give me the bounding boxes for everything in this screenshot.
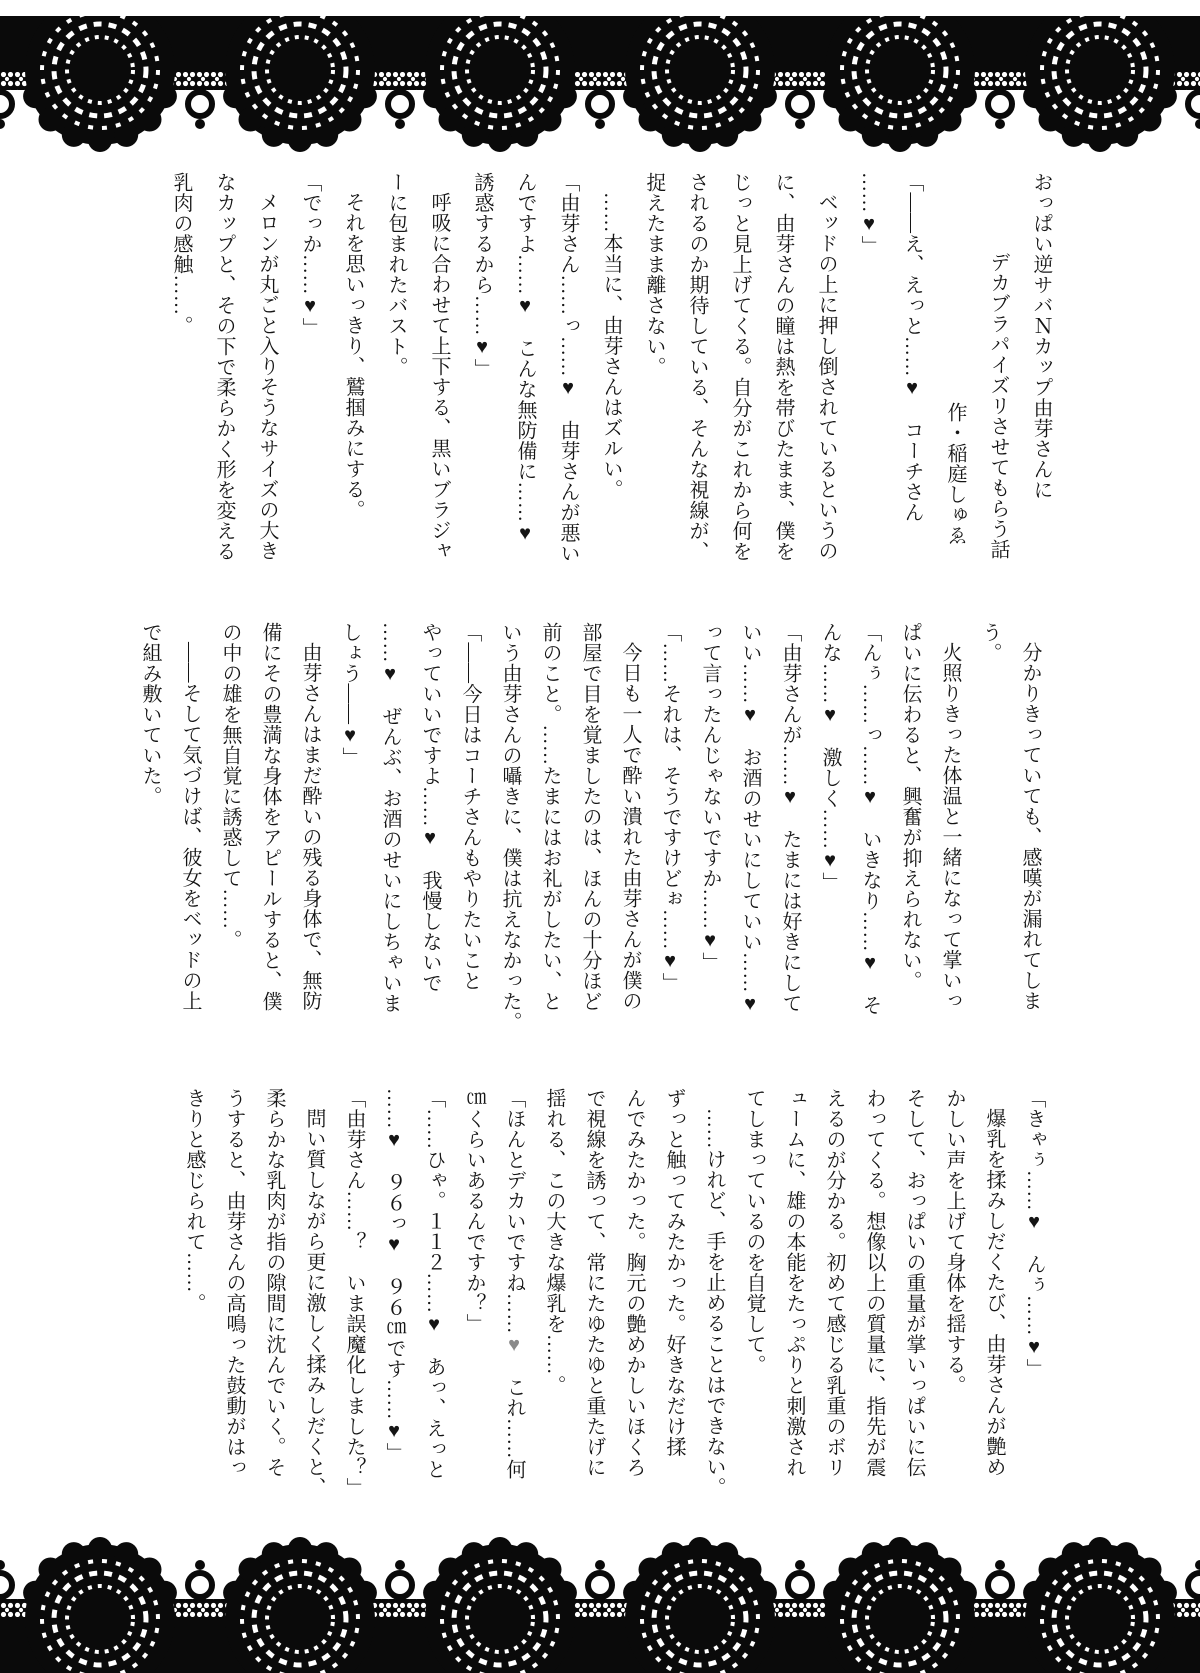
text-column: ベッドの上に押し倒されているというの [815, 192, 837, 561]
text-column: 備にその豊満な身体をアピールすると、僕 [259, 622, 281, 1012]
text-column: 「――え、えっと……♥ コーチさん [901, 172, 923, 523]
text-column: ……♥ ぜんぶ、お酒のせいにしちゃいま [379, 622, 401, 1014]
text-column: じっと見上げてくる。自分がこれから何を [729, 172, 751, 562]
text-column: の中の雄を無自覚に誘惑して……。 [219, 622, 241, 950]
lace-border-bottom [0, 1533, 1200, 1673]
text-column: しょう――♥」 [339, 622, 361, 768]
text-column: やっていいですよ……♥ 我慢しないで [419, 622, 441, 993]
text-column: 「由芽さん……っ……♥ 由芽さんが悪い [557, 172, 579, 564]
text-column: 柔らかな乳肉が指の隙間に沈んでいく。そ [263, 1088, 285, 1478]
text-column: ずっと触ってみたかった。好きなだけ揉 [663, 1088, 685, 1457]
text-column: 「……それは、そうですけどぉ……♥」 [659, 622, 681, 993]
text-block-top [159, 172, 1062, 586]
text-column: 前のこと。……たまにはお礼がしたい、と [539, 622, 561, 1012]
text-column: んな……♥ 激しく……♥」 [819, 622, 841, 893]
text-column: ぱいに伝わると、興奮が抑えられない。 [899, 622, 921, 991]
text-column: 誘惑するから……♥」 [471, 172, 493, 379]
text-column: 「……ひゃ。１１２……♥ あっ、えっと [423, 1088, 445, 1480]
text-column: てしまっているのを自覚して。 [743, 1088, 765, 1375]
title-line-1: おっぱい逆サバＮカップ由芽さんに [1030, 172, 1052, 500]
text-column: わってくる。想像以上の質量に、指先が震 [863, 1088, 885, 1478]
text-column: ……♥ ９６っ♥ ９６㎝です……♥」 [383, 1088, 405, 1463]
text-column: 分かりきっていても、感嘆が漏れてしま [1019, 642, 1041, 1011]
text-column: ……本当に、由芽さんはズルい。 [600, 192, 622, 500]
text-column: きりと感じられて……。 [183, 1088, 205, 1314]
text-column: なカップと、その下で柔らかく形を変える [213, 172, 235, 562]
text-column: かしい声を上げて身体を揺する。 [943, 1088, 965, 1396]
text-column: 問い質しながら更に激しく揉みしだくと、 [303, 1108, 325, 1498]
text-column: 爆乳を揉みしだくたび、由芽さんが艶め [983, 1108, 1005, 1477]
text-column: 由芽さんはまだ酔いの残る身体で、無防 [299, 642, 321, 1011]
text-column: んですよ……♥ こんな無防備に……♥ [514, 172, 536, 545]
text-column: 乳肉の感触……。 [170, 172, 192, 336]
text-column: それを思いっきり、鷲掴みにする。 [342, 192, 364, 520]
text-column: ……けれど、手を止めることはできない。 [703, 1108, 725, 1498]
text-column: いい……♥ お酒のせいにしていい……♥ [739, 622, 761, 1016]
text-column: いう由芽さんの囁きに、僕は抗えなかった。 [499, 622, 521, 1032]
text-column: ュームに、雄の本能をたっぷりと刺激され [783, 1088, 805, 1478]
text-column: んでみたかった。胸元の艶めかしいほくろ [623, 1088, 645, 1478]
text-column: 揺れる、この大きな爆乳を……。 [543, 1088, 565, 1396]
lace-border-top [0, 16, 1200, 156]
text-column: で組み敷いていた。 [139, 622, 161, 807]
text-column: 「ほんとデカいですね……♥ これ……何 [503, 1088, 525, 1480]
title-line-2: デカブラパイズリさせてもらう話 [987, 252, 1009, 560]
text-column: で視線を誘って、常にたゆたゆと重たげに [583, 1088, 605, 1478]
gray-heart-icon: ♥ [503, 1334, 525, 1357]
text-column: ーに包まれたバスト。 [385, 172, 407, 377]
text-block-middle [130, 622, 1050, 1056]
author-credit: 作・稲庭しゅゑ [944, 402, 966, 546]
text-column: ……♥」 [858, 172, 880, 256]
text-column: う。 [979, 622, 1001, 663]
text-column: えるのが分かる。初めて感じる乳重のボリ [823, 1088, 845, 1478]
text-column: ――そして気づけば、彼女をベッドの上 [179, 642, 201, 1011]
text-column: 「きゃぅ……♥ んぅ……♥」 [1023, 1088, 1045, 1379]
text-column: 呼吸に合わせて上下する、黒いブラジャ [428, 192, 450, 561]
text-block-bottom [174, 1088, 1054, 1498]
lace-border-svg [0, 16, 1200, 156]
text-column: 捉えたまま離さない。 [643, 172, 665, 377]
text-column: って言ったんじゃないですか……♥」 [699, 622, 721, 973]
text-column: されるのか期待している、そんな視線が、 [686, 172, 708, 562]
text-column: そして、おっぱいの重量が掌いっぱいに伝 [903, 1088, 925, 1478]
text-column: 「――今日はコーチさんもやりたいこと [459, 622, 481, 991]
text-column: 「由芽さん……？ いま誤魔化しました？」 [343, 1088, 365, 1498]
text-column: 今日も一人で酔い潰れた由芽さんが僕の [619, 642, 641, 1011]
text-column: に、由芽さんの瞳は熱を帯びたまま、僕を [772, 172, 794, 562]
text-column: ㎝くらいあるんですか？」 [463, 1088, 485, 1334]
text-column: 部屋で目を覚ましたのは、ほんの十分ほど [579, 622, 601, 1012]
text-column: 「んぅ……っ……♥ いきなり……♥ そ [859, 622, 881, 1016]
text-column: 火照りきった体温と一緒になって掌いっ [939, 642, 961, 1011]
text-column: 「でっか……♥」 [299, 172, 321, 338]
text-column: うすると、由芽さんの高鳴った鼓動がはっ [223, 1088, 245, 1478]
lace-border-svg [0, 1533, 1200, 1673]
text-column: メロンが丸ごと入りそうなサイズの大き [256, 192, 278, 561]
text-column: 「由芽さんが……♥ たまには好きにして [779, 622, 801, 1014]
